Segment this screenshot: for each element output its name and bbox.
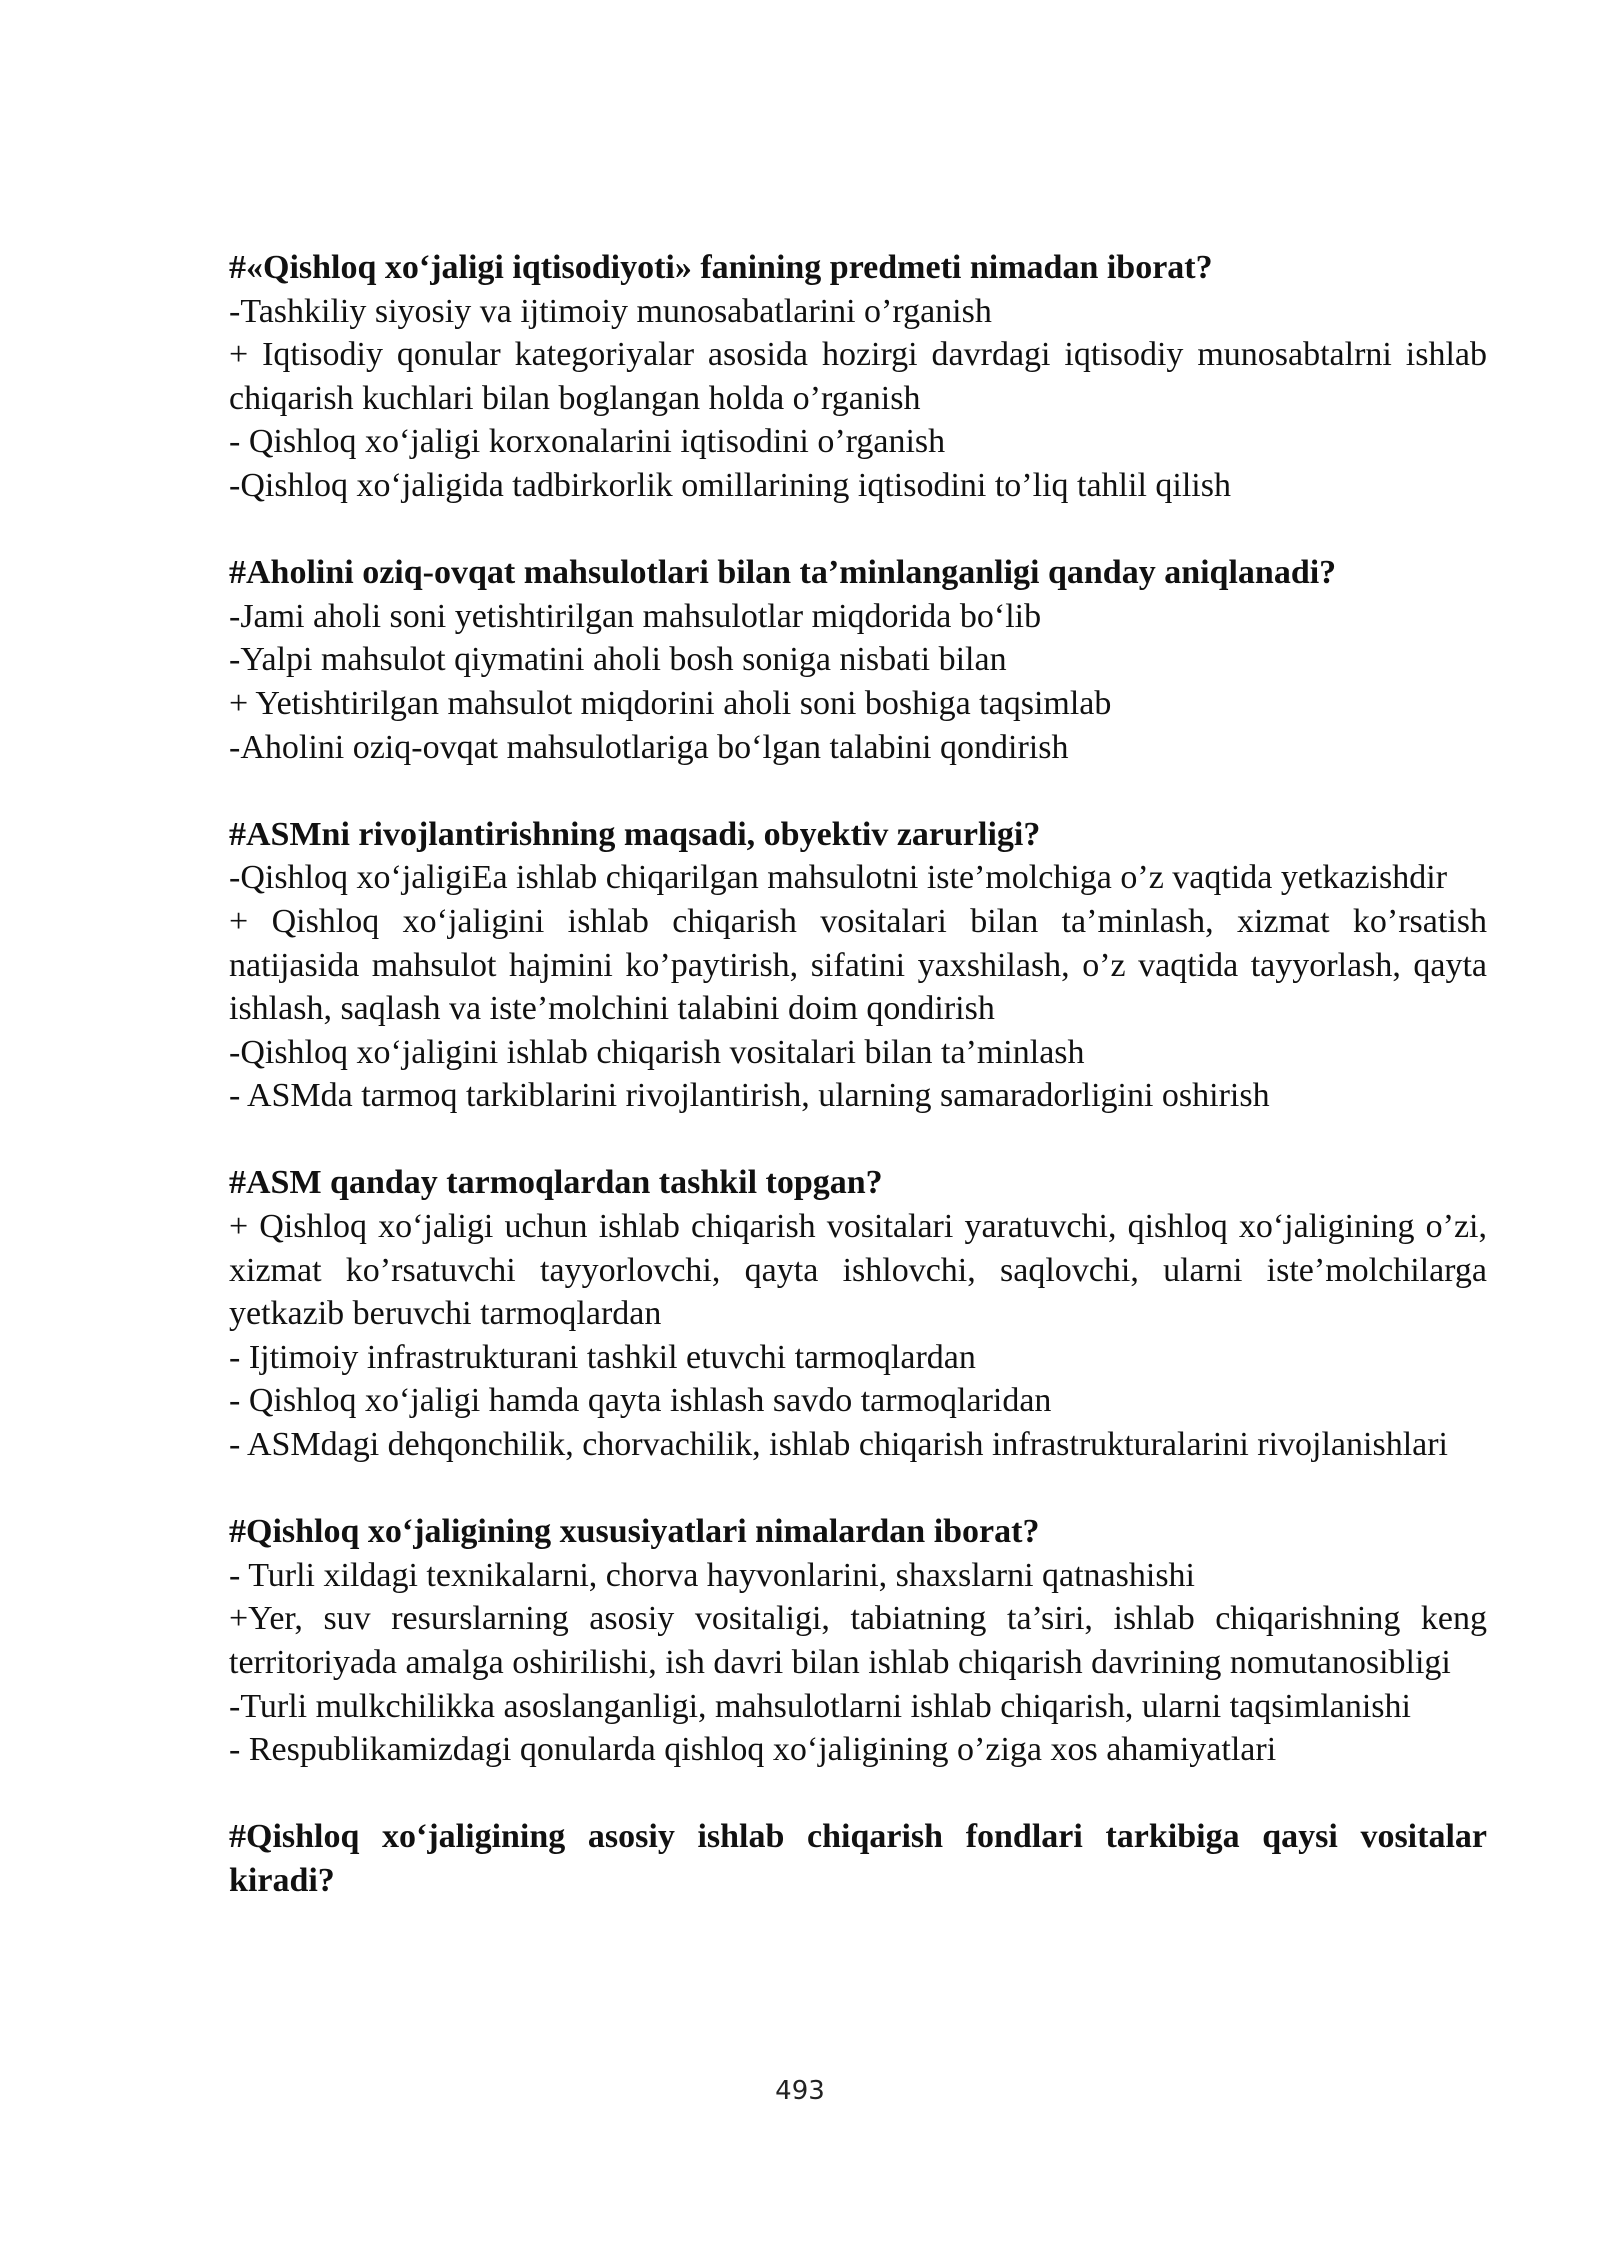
page-number: 493 bbox=[775, 2076, 825, 2106]
answer-option: - Ijtimoiy infrastrukturani tashkil etuvchi tarmoqlardan bbox=[229, 1338, 976, 1376]
question-block bbox=[229, 813, 1487, 1118]
answer-option: -Turli mulkchilikka asoslanganligi, mahsulotlarni ishlab chiqarish, ularni taqsimlanishi bbox=[229, 1687, 1411, 1725]
answer-option: -Jami aholi soni yetishtirilgan mahsulotlar miqdorida bo‘lib bbox=[229, 597, 1042, 635]
question-block bbox=[229, 1815, 1487, 1902]
question-title: #Aholini oziq-ovqat mahsulotlari bilan ta’minlanganligi qanday aniqlanadi? bbox=[229, 554, 1337, 592]
answer-option: - ASMdagi dehqonchilik, chorvachilik, ishlab chiqarish infrastrukturalarini rivojlanishlari bbox=[229, 1426, 1449, 1464]
answer-option: + Yetishtirilgan mahsulot miqdorini aholi soni boshiga taqsimlab bbox=[229, 684, 1112, 722]
question-title: #Qishloq xo‘jaligining xususiyatlari nimalardan iborat? bbox=[229, 1513, 1040, 1551]
answer-option: - Turli xildagi texnikalarni, chorva hayvonlarini, shaxslarni qatnashishi bbox=[229, 1556, 1195, 1594]
answer-option: + Qishloq xo‘jaligi uchun ishlab chiqarish vositalari yaratuvchi, qishloq xo‘jaligining o’zi, xizmat ko’rsatuvchi tayyorlovchi, qayta ishlovchi, saqlovchi, ularni iste’molchilarga yetkazib beruvchi tarmoqlardan bbox=[229, 1208, 1487, 1333]
question-block bbox=[229, 246, 1487, 508]
answer-option: -Qishloq xo‘jaligini ishlab chiqarish vositalari bilan ta’minlash bbox=[229, 1033, 1085, 1071]
question-title: #ASM qanday tarmoqlardan tashkil topgan? bbox=[229, 1164, 883, 1202]
question-block bbox=[229, 551, 1487, 769]
answer-option: + Iqtisodiy qonular kategoriyalar asosida hozirgi davrdagi iqtisodiy munosabtalrni ishlab chiqarish kuchlari bilan boglangan holda o’rganish bbox=[229, 336, 1487, 417]
question-block bbox=[229, 1161, 1487, 1466]
question-title: #Qishloq xo‘jaligining asosiy ishlab chiqarish fondlari tarkibiga qaysi vositalar kiradi? bbox=[229, 1818, 1487, 1899]
answer-option: -Qishloq xo‘jaligiEa ishlab chiqarilgan mahsulotni iste’molchiga o’z vaqtida yetkazishdir bbox=[229, 859, 1448, 897]
question-title: #ASMni rivojlantirishning maqsadi, obyektiv zarurligi? bbox=[229, 815, 1041, 853]
answer-option: -Tashkiliy siyosiy va ijtimoiy munosabatlarini o’rganish bbox=[229, 292, 992, 330]
answer-option: + Qishloq xo‘jaligini ishlab chiqarish vositalari bilan ta’minlash, xizmat ko’rsatish natijasida mahsulot hajmini ko’paytirish, sifatini yaxshilash, o’z vaqtida tayyorlash, qayta ishlash, saqlash va iste’molchini talabini doim qondirish bbox=[229, 902, 1487, 1028]
answer-option: - Qishloq xo‘jaligi hamda qayta ishlash savdo tarmoqlaridan bbox=[229, 1382, 1052, 1420]
answer-option: - Qishloq xo‘jaligi korxonalarini iqtisodini o’rganish bbox=[229, 423, 946, 461]
answer-option: -Yalpi mahsulot qiymatini aholi bosh soniga nisbati bilan bbox=[229, 641, 1007, 679]
answer-option: - ASMda tarmoq tarkiblarini rivojlantirish, ularning samaradorligini oshirish bbox=[229, 1077, 1270, 1115]
answer-option: -Qishloq xo‘jaligida tadbirkorlik omillarining iqtisodini to’liq tahlil qilish bbox=[229, 466, 1231, 504]
question-title: #«Qishloq xo‘jaligi iqtisodiyoti» fanining predmeti nimadan iborat? bbox=[229, 249, 1213, 286]
answer-option: - Respublikamizdagi qonularda qishloq xo‘jaligining o’ziga xos ahamiyatlari bbox=[229, 1731, 1277, 1769]
document-body bbox=[229, 246, 1487, 1946]
answer-option: +Yer, suv resurslarning asosiy vositaligi, tabiatning ta’siri, ishlab chiqarishning keng territoriyada amalga oshirilishi, ish davri bilan ishlab chiqarish davrining nomutanosibligi bbox=[229, 1600, 1487, 1681]
question-block bbox=[229, 1510, 1487, 1772]
answer-option: -Aholini oziq-ovqat mahsulotlariga bo‘lgan talabini qondirish bbox=[229, 728, 1069, 766]
